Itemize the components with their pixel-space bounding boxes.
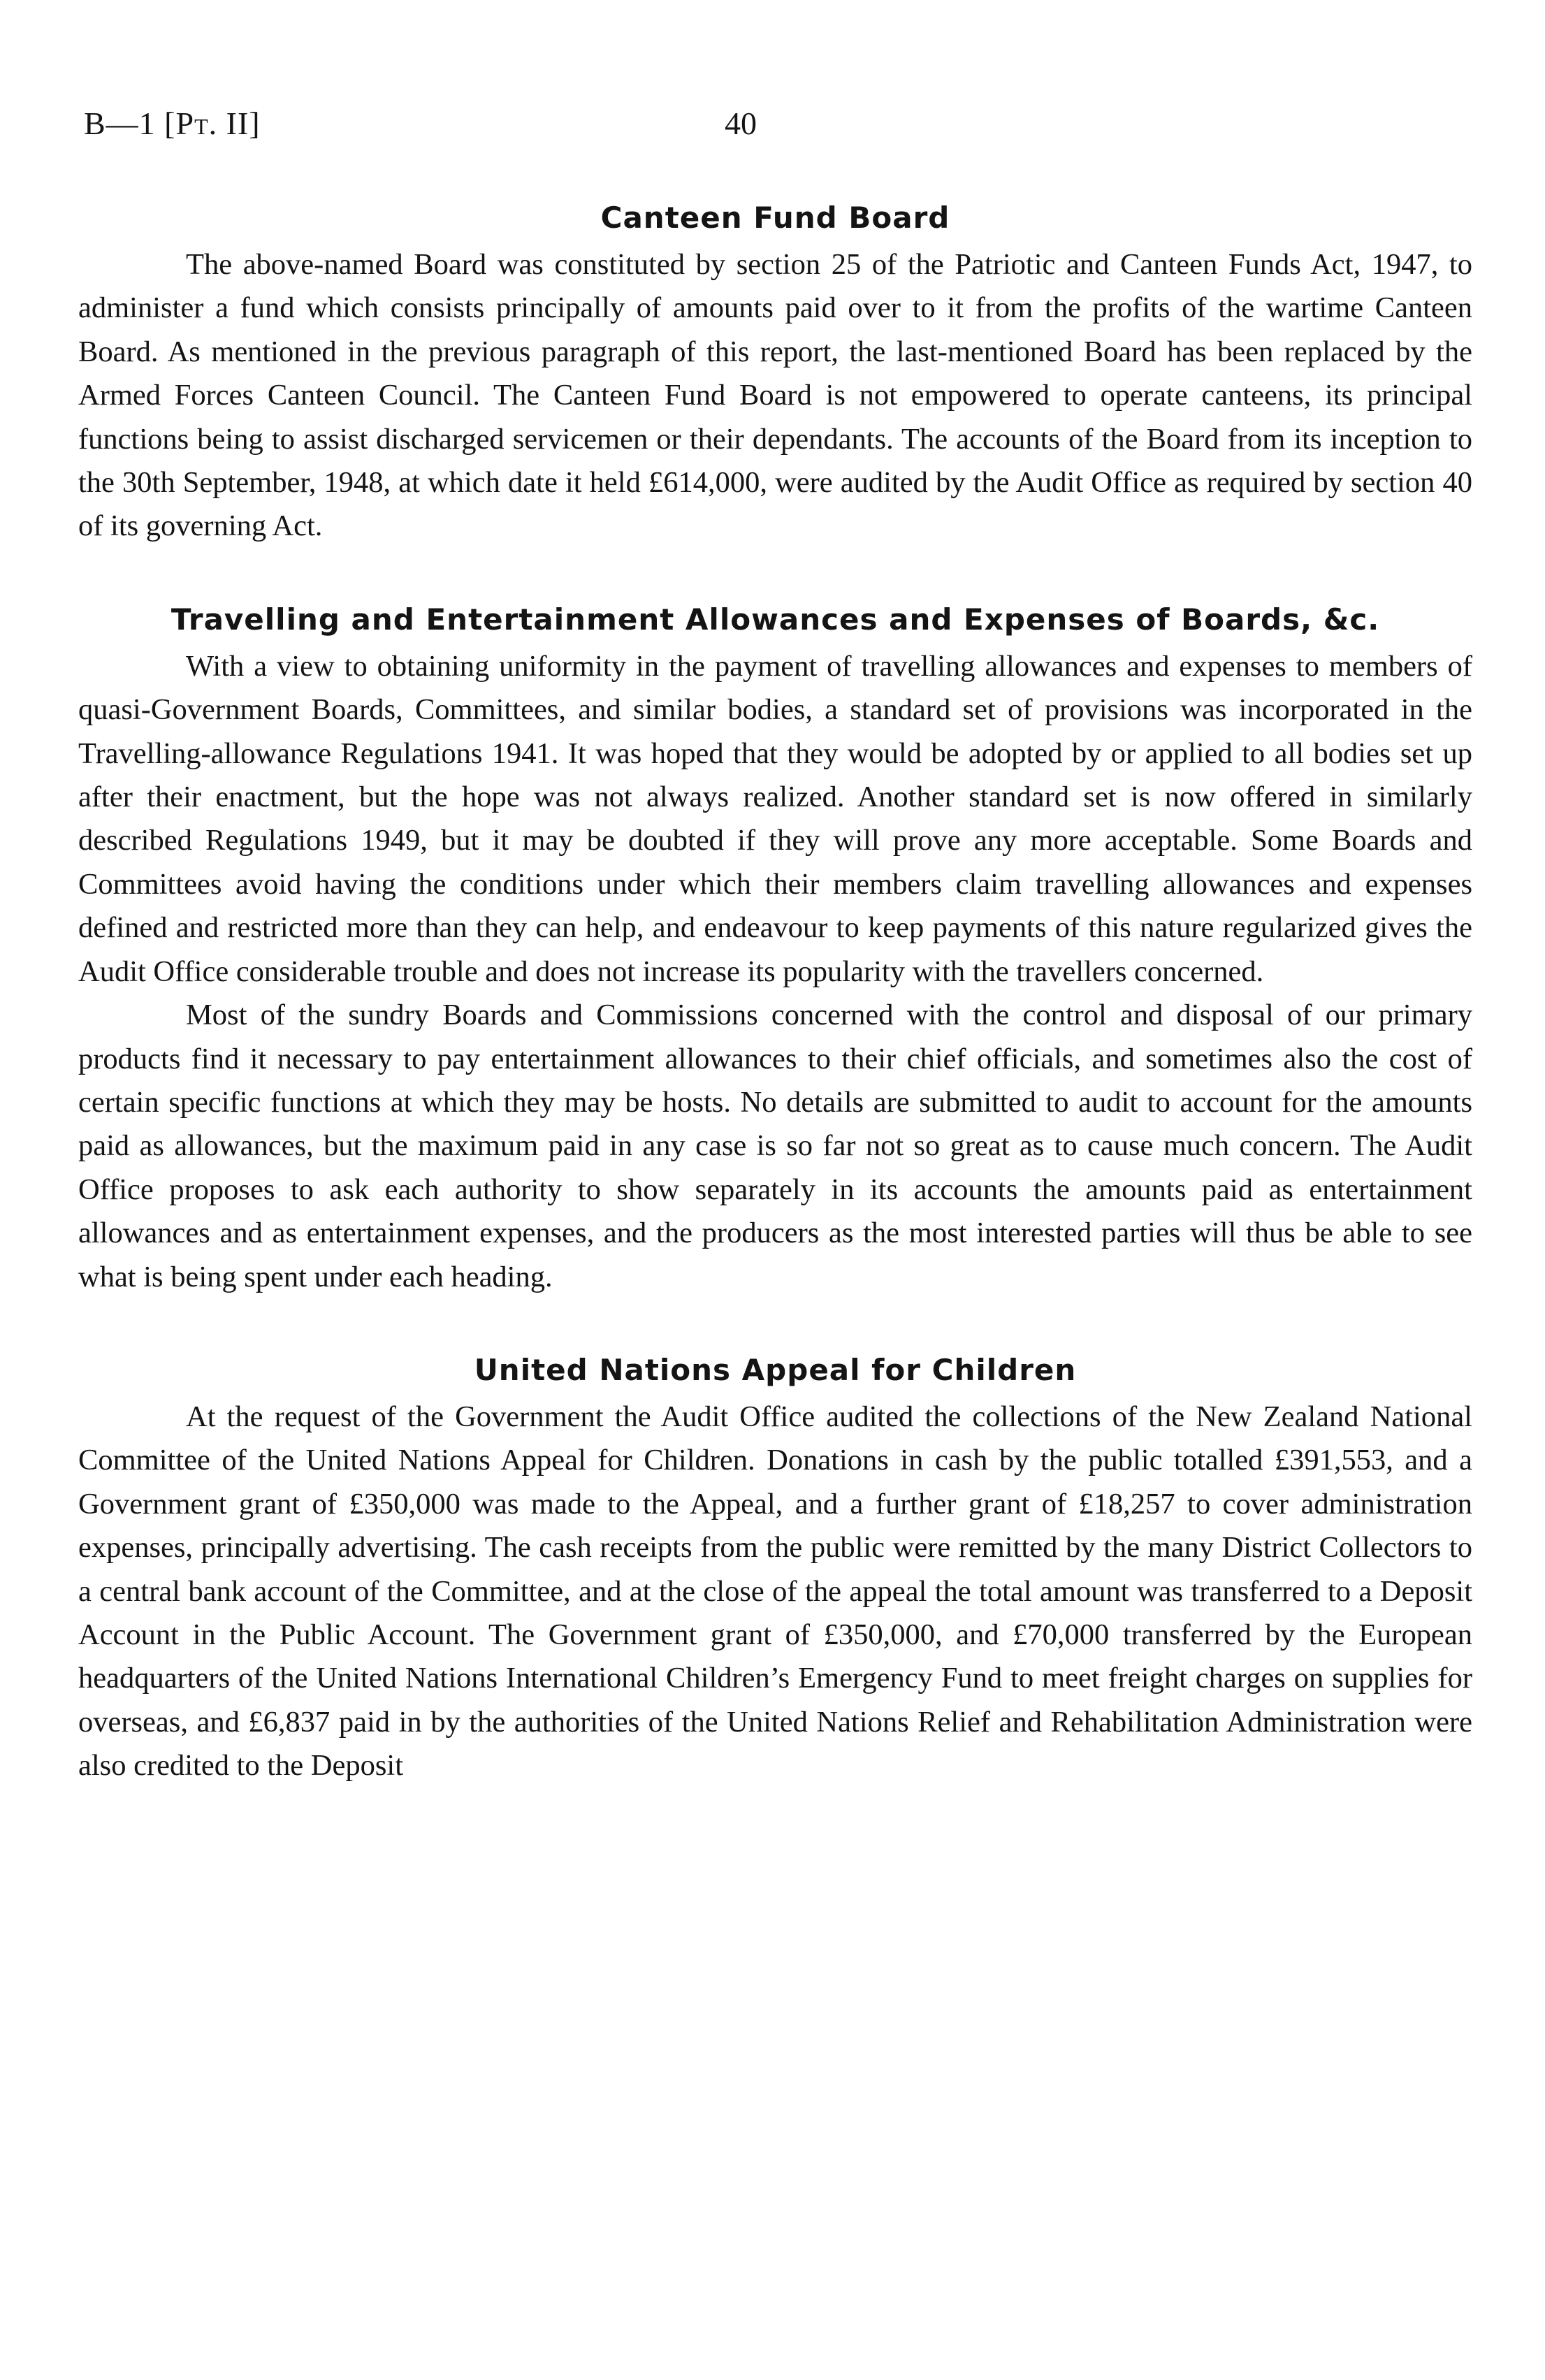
section-heading: United Nations Appeal for Children [474, 1352, 1077, 1387]
section-heading: Canteen Fund Board [600, 201, 950, 235]
running-header [78, 84, 1472, 161]
paragraph: With a view to obtaining uniformity in the payment of travelling allowances and expenses to members of quasi-Government Boards, Committees, and similar bodies, a standard set of provisions was incorporated in the Travelling-allowance Regulations 1941. It was hoped that they would be adopted by or applied to all bodies set up after their enactment, but the hope was not always realized. Another standard set is now offered in similarly described Regulations 1949, but it may be doubted if they will prove any more acceptable. Some Boards and Committees avoid having the conditions under which their members claim travelling allowances and expenses defined and restricted more than they can help, and endeavour to keep payments of this nature regularized gives the Audit Office considerable trouble and does not increase its popularity with the travellers concerned. [78, 649, 1472, 988]
page-number: 40 [725, 106, 757, 141]
paragraph: At the request of the Government the Audit Office audited the collections of the New Zealand National Committee of the United Nations Appeal for Children. Donations in cash by the public totalled £391,553, and a Government grant of £350,000 was made to the Appeal, and a further grant of £18,257 to cover administration expenses, principally advertising. The cash receipts from the public were remitted by the many District Collectors to a central bank account of the Committee, and at the close of the appeal the total amount was transferred to a Deposit Account in the Public Account. The Government grant of £350,000, and £70,000 transferred by the European headquarters of the United Nations International Children’s Emergency Fund to meet freight charges on supplies for overseas, and £6,837 paid in by the authorities of the United Nations Relief and Rehabilitation Administration were also credited to the Deposit [78, 1400, 1472, 1783]
section-travelling-allowances [78, 599, 1472, 1299]
document-reference [84, 105, 261, 142]
paragraph: Most of the sundry Boards and Commissions concerned with the control and disposal of our primary products find it necessary to pay entertainment allowances to their chief officials, and sometimes also the cost of certain specific functions at which they may be hosts. No details are submitted to audit to account for the amounts paid as allowances, but the maximum paid in any case is so far not so great as to cause much concern. The Audit Office proposes to ask each authority to show separately in its accounts the amounts paid as entertainment allowances and as entertainment expenses, and the producers as the most interested parties will thus be able to see what is being spent under each heading. [78, 999, 1472, 1293]
section-canteen-fund-board [78, 197, 1472, 549]
reference-part-number: II] [217, 106, 261, 141]
document-page [78, 84, 1472, 1788]
section-united-nations-appeal [78, 1349, 1472, 1788]
section-heading: Travelling and Entertainment Allowances and Expenses of Boards, &c. [171, 602, 1380, 637]
reference-part: Pt. [175, 106, 218, 141]
reference-series: B—1 [ [84, 106, 176, 141]
paragraph: The above-named Board was constituted by section 25 of the Patriotic and Canteen Funds Act, 1947, to administer a fund which consists principally of amounts paid over to it from the profits of the wartime Canteen Board. As mentioned in the previous paragraph of this report, the last-mentioned Board has been replaced by the Armed Forces Canteen Council. The Canteen Fund Board is not empowered to operate canteens, its principal functions being to assist discharged servicemen or their dependants. The accounts of the Board from its inception to the 30th September, 1948, at which date it held £614,000, were audited by the Audit Office as required by section 40 of its governing Act. [78, 248, 1472, 543]
